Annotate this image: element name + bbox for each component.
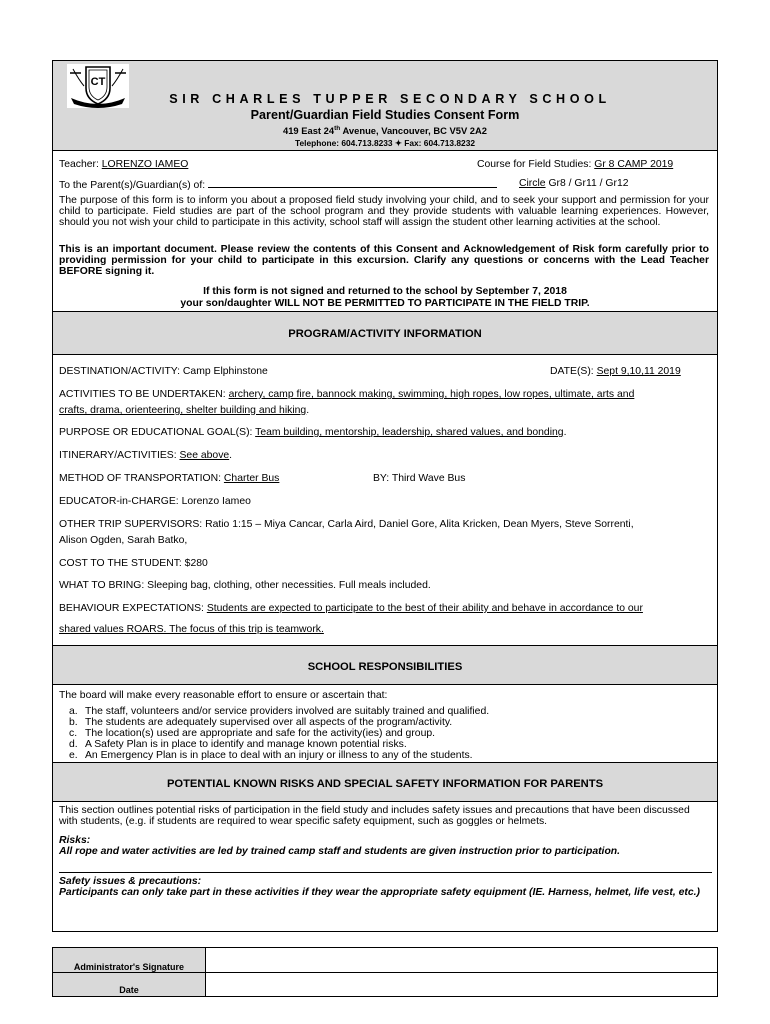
consent-form xyxy=(52,60,718,932)
course-label: Course for Field Studies: xyxy=(477,159,595,170)
admin-signature-label: Administrator's Signature xyxy=(73,962,185,972)
risks-heading: POTENTIAL KNOWN RISKS AND SPECIAL SAFETY INFORMATION FOR PARENTS xyxy=(166,778,604,790)
to-parents-line xyxy=(59,178,497,191)
risks-text: All rope and water activities are led by trained camp staff and students are given instruction prior to participation. xyxy=(59,846,621,857)
school-item-b xyxy=(69,717,452,728)
transport-label: METHOD OF TRANSPORTATION: xyxy=(59,473,224,484)
purpose-goal-label: PURPOSE OR EDUCATIONAL GOAL(S): xyxy=(59,427,256,438)
activities-value-2: crafts, drama, orienteering, shelter building and hiking xyxy=(59,405,307,416)
activities-period: . xyxy=(306,405,310,416)
school-item-c xyxy=(69,728,435,739)
course-line xyxy=(477,159,673,170)
purpose-goal-value: Team building, mentorship, leadership, shared values, and bonding xyxy=(255,427,564,438)
item-letter: d. xyxy=(69,739,78,750)
signature-table xyxy=(52,947,718,997)
behaviour-line-1 xyxy=(59,603,643,614)
teacher-line xyxy=(59,159,188,170)
purpose-goal-period: . xyxy=(563,427,567,438)
activities-value-1: archery, camp fire, bannock making, swimming, high ropes, low ropes, ultimate, arts and xyxy=(228,389,635,400)
activities-line-1 xyxy=(59,389,634,400)
risks-label: Risks: xyxy=(59,835,91,846)
dates-value: Sept 9,10,11 2019 xyxy=(596,366,681,377)
school-name: SIR CHARLES TUPPER SECONDARY SCHOOL xyxy=(169,92,611,106)
date-field[interactable] xyxy=(206,973,717,996)
behaviour-label: BEHAVIOUR EXPECTATIONS: xyxy=(59,603,207,614)
item-text: A Safety Plan is in place to identify and manage known potential risks. xyxy=(85,739,407,750)
deadline-line-1: If this form is not signed and returned to the school by September 7, 2018 xyxy=(203,286,567,297)
form-title: Parent/Guardian Field Studies Consent Form xyxy=(250,108,520,122)
teacher-name: LORENZO IAMEO xyxy=(101,159,189,170)
school-item-e xyxy=(69,750,473,761)
item-text: The students are adequately supervised over all aspects of the program/activity. xyxy=(85,717,453,728)
address-post: Avenue, Vancouver, BC V5V 2A2 xyxy=(340,125,487,137)
item-text: The location(s) used are appropriate and safe for the activity(ies) and group. xyxy=(85,728,436,739)
admin-signature-field[interactable] xyxy=(206,948,717,972)
grade-circle-line xyxy=(519,178,629,189)
important-notice: This is an important document. Please review the contents of this Consent and Acknowledgement of Risk form carefully prior to providing permission for your child to participate in this excursion. Clarify any questions or concerns with the Lead Teacher BEFORE signing it. xyxy=(59,244,709,277)
destination: DESTINATION/ACTIVITY: Camp Elphinstone xyxy=(59,366,268,377)
dates-line xyxy=(550,366,681,377)
course-value: Gr 8 CAMP 2019 xyxy=(594,159,674,170)
what-to-bring: WHAT TO BRING: Sleeping bag, clothing, other necessities. Full meals included. xyxy=(59,580,431,591)
safety-text: Participants can only take part in these activities if they wear the appropriate safety equipment (IE. Harness, helmet, life vest, etc.) xyxy=(59,887,700,898)
supervisors-line-2: Alison Ogden, Sarah Batko, xyxy=(59,535,188,546)
student-name-field[interactable] xyxy=(208,178,497,188)
activities-line-2 xyxy=(59,405,309,416)
item-letter: c. xyxy=(69,728,78,739)
date-label: Date xyxy=(119,985,139,995)
telephone-fax: Telephone: 604.713.8233 ✦ Fax: 604.713.8232 xyxy=(294,138,476,148)
itinerary-value: See above xyxy=(179,450,230,461)
transport-line xyxy=(59,473,279,484)
school-address xyxy=(53,125,717,136)
teacher-label: Teacher: xyxy=(59,159,102,170)
dates-label: DATE(S): xyxy=(550,366,597,377)
school-item-d xyxy=(69,739,407,750)
item-text: An Emergency Plan is in place to deal with an injury or illness to any of the students. xyxy=(85,750,473,761)
school-item-a xyxy=(69,706,489,717)
behaviour-line-2 xyxy=(59,624,324,635)
transport-value: Charter Bus xyxy=(223,473,280,484)
divider xyxy=(53,354,717,355)
address-sup: th xyxy=(334,125,341,132)
behaviour-value-2: shared values ROARS. The focus of this trip is teamwork. xyxy=(59,624,324,635)
grade-options[interactable]: Gr8 / Gr11 / Gr12 xyxy=(545,178,629,189)
supervisors-line-1: OTHER TRIP SUPERVISORS: Ratio 1:15 – Miya Cancar, Carla Aird, Daniel Gore, Alita Kricken, Dean Myers, Steve Sorrenti, xyxy=(59,519,634,530)
divider xyxy=(53,684,717,685)
program-heading: PROGRAM/ACTIVITY INFORMATION xyxy=(288,328,482,340)
school-heading: SCHOOL RESPONSIBILITIES xyxy=(307,661,463,673)
purpose-goal-line xyxy=(59,427,566,438)
behaviour-value-1: Students are expected to participate to the best of their ability and behave in accordance to our xyxy=(206,603,643,614)
activities-label: ACTIVITIES TO BE UNDERTAKEN: xyxy=(59,389,229,400)
transport-by: BY: Third Wave Bus xyxy=(373,473,466,484)
risks-intro: This section outlines potential risks of participation in the field study and includes safety issues and precautions that have been discussed with students, (e.g. if students are required to wear specific safety equipment, such as goggles or helmets. xyxy=(59,805,690,827)
address-pre: 419 East 24 xyxy=(283,125,335,137)
itinerary-label: ITINERARY/ACTIVITIES: xyxy=(59,450,180,461)
divider xyxy=(53,150,717,151)
educator-in-charge: EDUCATOR-in-CHARGE: Lorenzo Iameo xyxy=(59,496,251,507)
item-letter: b. xyxy=(69,717,78,728)
deadline-line-2: your son/daughter WILL NOT BE PERMITTED TO PARTICIPATE IN THE FIELD TRIP. xyxy=(180,298,590,309)
safety-label: Safety issues & precautions: xyxy=(59,876,202,887)
itinerary-line xyxy=(59,450,232,461)
divider xyxy=(53,801,717,802)
student-cost: COST TO THE STUDENT: $280 xyxy=(59,558,208,569)
item-letter: a. xyxy=(69,706,78,717)
school-intro: The board will make every reasonable effort to ensure or ascertain that: xyxy=(59,690,388,701)
purpose-paragraph: The purpose of this form is to inform you about a proposed field study involving your child, and to seek your support and permission for your child to participate. Field studies are part of the school program and they provide students with valuable learning experiences. However, should you not wish your child to participate in this activity, school staff will assign the student other learning activities at the school. xyxy=(59,195,709,228)
circle-label: Circle xyxy=(519,178,546,189)
itinerary-period: . xyxy=(229,450,233,461)
to-parents-label: To the Parent(s)/Guardian(s) of: xyxy=(59,180,206,191)
separator-line xyxy=(59,872,712,873)
item-text: The staff, volunteers and/or service providers involved are suitably trained and qualified. xyxy=(85,706,490,717)
crest-letters: CT xyxy=(90,76,106,88)
item-letter: e. xyxy=(69,750,78,761)
